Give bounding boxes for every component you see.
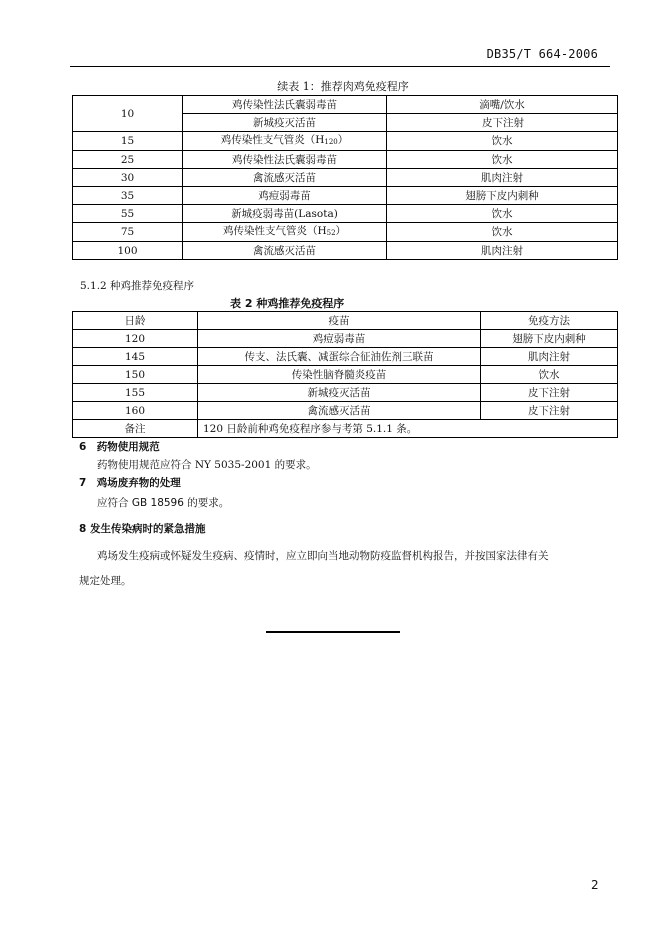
vaccine-text: 鸡传染性支气管炎（H xyxy=(222,225,327,237)
table2-caption: 表 2 种鸡推荐免疫程序 xyxy=(230,297,345,310)
section-7-body: 应符合 GB 18596 的要求。 xyxy=(97,497,230,509)
method-cell: 皮下注射 xyxy=(481,384,618,402)
table-note-row xyxy=(73,420,618,438)
table-row xyxy=(73,348,618,366)
table-row xyxy=(73,402,618,420)
header-age: 日龄 xyxy=(73,312,198,330)
vaccine-text: 鸡传染性支气管炎（H xyxy=(220,134,325,146)
method-cell: 饮水 xyxy=(387,132,618,151)
table-row xyxy=(73,132,618,151)
note-label: 备注 xyxy=(73,420,198,438)
table-row xyxy=(73,205,618,223)
table-row xyxy=(73,330,618,348)
vaccine-text-end: ） xyxy=(337,134,349,146)
age-cell: 55 xyxy=(73,205,183,223)
vaccine-cell: 禽流感灭活苗 xyxy=(183,169,387,187)
table2 xyxy=(72,311,618,438)
vaccine-cell: 新城疫灭活苗 xyxy=(183,114,387,132)
header-method: 免疫方法 xyxy=(481,312,618,330)
section-8-paragraph: 鸡场发生疫病或怀疑发生疫病、疫情时，应立即向当地动物防疫监督机构报告，并按国家法律有关 xyxy=(97,550,549,562)
section-8-heading: 8 发生传染病时的紧急措施 xyxy=(79,523,206,535)
age-cell: 100 xyxy=(73,242,183,260)
method-cell: 皮下注射 xyxy=(481,402,618,420)
section-5-1-2-heading: 5.1.2 种鸡推荐免疫程序 xyxy=(80,280,195,292)
method-cell: 肌肉注射 xyxy=(387,169,618,187)
page-number: 2 xyxy=(591,878,599,892)
vaccine-cell: 禽流感灭活苗 xyxy=(198,402,481,420)
age-cell: 160 xyxy=(73,402,198,420)
method-cell: 饮水 xyxy=(387,223,618,242)
table-row xyxy=(73,242,618,260)
method-cell: 肌肉注射 xyxy=(387,242,618,260)
table-row xyxy=(73,96,618,114)
vaccine-cell: 禽流感灭活苗 xyxy=(183,242,387,260)
vaccine-cell: 传支、法氏囊、减蛋综合征油佐剂三联苗 xyxy=(198,348,481,366)
table1 xyxy=(72,95,618,260)
method-cell: 饮水 xyxy=(387,151,618,169)
method-cell: 翅膀下皮内刺种 xyxy=(481,330,618,348)
section-8-paragraph-end: 规定处理。 xyxy=(79,575,132,587)
end-rule xyxy=(266,631,400,633)
vaccine-cell: 鸡痘弱毒苗 xyxy=(198,330,481,348)
age-cell: 150 xyxy=(73,366,198,384)
table1-caption: 续表 1：推荐肉鸡免疫程序 xyxy=(277,80,409,93)
age-cell: 25 xyxy=(73,151,183,169)
vaccine-cell: 鸡痘弱毒苗 xyxy=(183,187,387,205)
note-text: 120 日龄前种鸡免疫程序参与考第 5.1.1 条。 xyxy=(198,420,618,438)
table-row xyxy=(73,366,618,384)
method-cell: 滴嘴/饮水 xyxy=(387,96,618,114)
age-cell: 120 xyxy=(73,330,198,348)
vaccine-cell xyxy=(183,132,387,151)
vaccine-cell: 传染性脑脊髓炎疫苗 xyxy=(198,366,481,384)
standard-code: DB35/T 664-2006 xyxy=(486,47,598,61)
age-cell: 145 xyxy=(73,348,198,366)
table-row xyxy=(73,187,618,205)
table-header-row xyxy=(73,312,618,330)
section-6-heading: 6 药物使用规范 xyxy=(79,441,160,453)
age-cell: 155 xyxy=(73,384,198,402)
table-row xyxy=(73,384,618,402)
vaccine-cell: 鸡传染性法氏囊弱毒苗 xyxy=(183,96,387,114)
strain-subscript: 52 xyxy=(326,229,336,237)
table-row xyxy=(73,169,618,187)
method-cell: 肌肉注射 xyxy=(481,348,618,366)
vaccine-cell: 新城疫弱毒苗(Lasota) xyxy=(183,205,387,223)
vaccine-cell: 鸡传染性法氏囊弱毒苗 xyxy=(183,151,387,169)
method-cell: 翅膀下皮内刺种 xyxy=(387,187,618,205)
table-row xyxy=(73,151,618,169)
age-cell: 15 xyxy=(73,132,183,151)
section-7-heading: 7 鸡场废弃物的处理 xyxy=(79,477,181,489)
vaccine-cell xyxy=(183,223,387,242)
method-cell: 饮水 xyxy=(387,205,618,223)
age-cell: 30 xyxy=(73,169,183,187)
header-rule xyxy=(70,66,610,67)
age-cell: 35 xyxy=(73,187,183,205)
table-row xyxy=(73,223,618,242)
section-6-body: 药物使用规范应符合 NY 5035-2001 的要求。 xyxy=(97,459,317,471)
age-cell: 10 xyxy=(73,96,183,132)
strain-subscript: 120 xyxy=(324,138,338,146)
header-vaccine: 疫苗 xyxy=(198,312,481,330)
vaccine-cell: 新城疫灭活苗 xyxy=(198,384,481,402)
method-cell: 饮水 xyxy=(481,366,618,384)
method-cell: 皮下注射 xyxy=(387,114,618,132)
vaccine-text-end: ） xyxy=(335,225,347,237)
age-cell: 75 xyxy=(73,223,183,242)
